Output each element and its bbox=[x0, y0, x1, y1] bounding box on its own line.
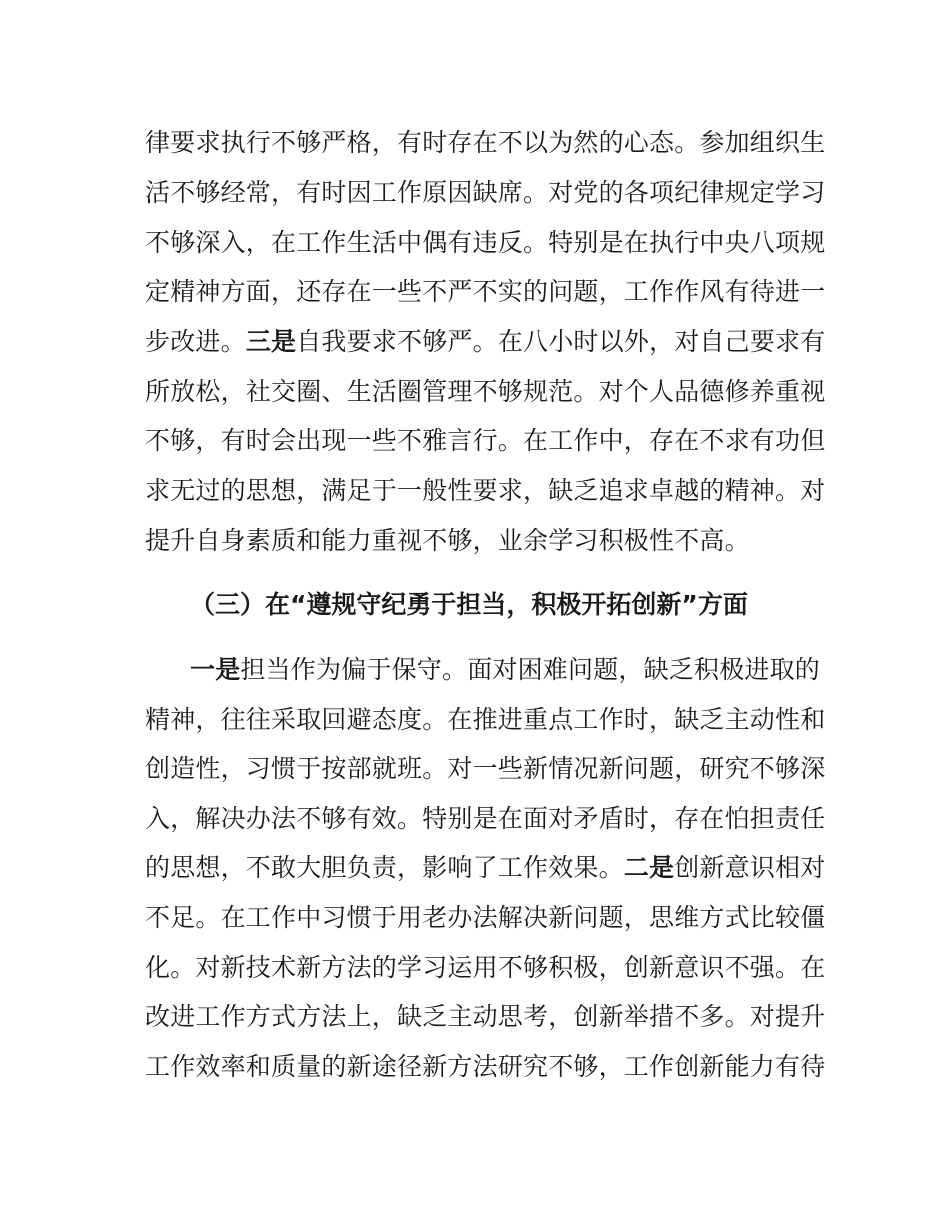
paragraph-line: 不够，有时会出现一些不雅言行。在工作中，存在不求有功但 bbox=[145, 426, 826, 455]
bold-marker: 二是 bbox=[623, 853, 675, 882]
text-segment: 自我要求不够严。在八小时以外，对自己要求有 bbox=[296, 327, 826, 356]
text-segment: 创新意识相对 bbox=[674, 853, 826, 882]
text-segment: 的思想，不敢大胆负责，影响了工作效果。 bbox=[145, 853, 624, 882]
paragraph-line: 律要求执行不够严格，有时存在不以为然的心态。参加组织生 bbox=[145, 128, 826, 157]
paragraph-line: 入，解决办法不够有效。特别是在面对矛盾时，存在怕担责任 bbox=[145, 804, 826, 833]
paragraph-line: 不够深入，在工作生活中偶有违反。特别是在执行中央八项规 bbox=[145, 228, 826, 257]
paragraph-line: 化。对新技术新方法的学习运用不够积极，创新意识不强。在 bbox=[145, 953, 826, 982]
paragraph-line: 改进工作方式方法上，缺乏主动思考，创新举措不多。对提升 bbox=[145, 1002, 826, 1031]
paragraph-line bbox=[190, 655, 821, 685]
paragraph-line: 创造性，习惯于按部就班。对一些新情况新问题，研究不够深 bbox=[145, 754, 826, 783]
paragraph-line: 工作效率和质量的新途径新方法研究不够，工作创新能力有待 bbox=[145, 1052, 826, 1081]
paragraph-line: 不足。在工作中习惯于用老办法解决新问题，思维方式比较僵 bbox=[145, 903, 826, 932]
paragraph-line: 所放松，社交圈、生活圈管理不够规范。对个人品德修养重视 bbox=[145, 377, 826, 406]
bold-marker: 一是 bbox=[190, 655, 241, 684]
paragraph-line: 精神，往往采取回避态度。在推进重点工作时，缺乏主动性和 bbox=[145, 705, 826, 734]
section-heading: （三）在“遵规守纪勇于担当，积极开拓创新”方面 bbox=[190, 590, 748, 619]
text-segment: 步改进。 bbox=[145, 327, 246, 356]
paragraph-line: 活不够经常，有时因工作原因缺席。对党的各项纪律规定学习 bbox=[145, 178, 826, 207]
paragraph-line bbox=[145, 327, 826, 357]
paragraph-line: 提升自身素质和能力重视不够，业余学习积极性不高。 bbox=[145, 526, 750, 555]
bold-marker: 三是 bbox=[245, 327, 297, 356]
paragraph-line bbox=[145, 853, 826, 883]
paragraph-line: 定精神方面，还存在一些不严不实的问题，工作作风有待进一 bbox=[145, 277, 826, 306]
paragraph-line: 求无过的思想，满足于一般性要求，缺乏追求卓越的精神。对 bbox=[145, 476, 826, 505]
text-segment: 担当作为偏于保守。面对困难问题，缺乏积极进取的 bbox=[240, 655, 821, 684]
